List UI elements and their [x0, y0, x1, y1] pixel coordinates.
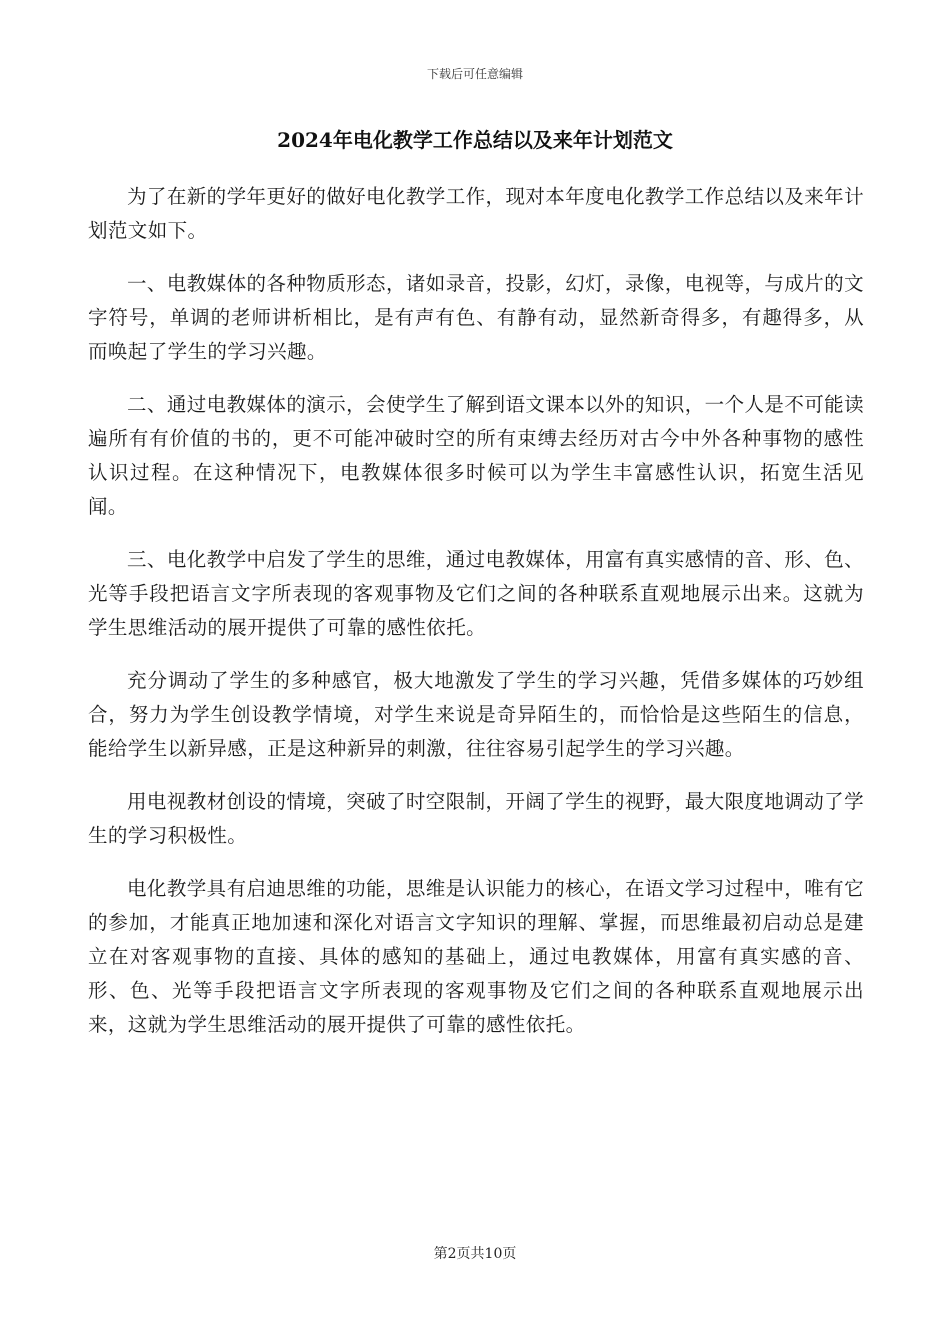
paragraph-tv-materials: 用电视教材创设的情境，突破了时空限制，开阔了学生的视野，最大限度地调动了学生的学习积极性。: [88, 790, 864, 847]
page-number: 第2页共10页: [433, 1246, 517, 1262]
paragraph-senses: 充分调动了学生的多种感官，极大地激发了学生的学习兴趣，凭借多媒体的巧妙组合，努力为学生创设教学情境，对学生来说是奇异陌生的，而恰恰是这些陌生的信息，能给学生以新异感，正是这种新异的刺激，往往容易引起学生的学习兴趣。: [88, 669, 864, 760]
paragraph-point-2: 二、通过电教媒体的演示，会使学生了解到语文课本以外的知识，一个人是不可能读遍所有有价值的书的，更不可能冲破时空的所有束缚去经历对古今中外各种事物的感性认识过程。在这种情况下，电教媒体很多时候可以为学生丰富感性认识，拓宽生活见闻。: [88, 393, 864, 518]
header-note: 下载后可任意编辑: [426, 67, 523, 81]
document-body: [88, 180, 864, 1061]
paragraph-thinking: 电化教学具有启迪思维的功能，思维是认识能力的核心，在语文学习过程中，唯有它的参加，才能真正地加速和深化对语言文字知识的理解、掌握，而思维最初启动总是建立在对客观事物的直接、具体的感知的基础上，通过电教媒体，用富有真实感的音、形、色、光等手段把语言文字所表现的客观事物及它们之间的各种联系直观地展示出来，这就为学生思维活动的展开提供了可靠的感性依托。: [88, 877, 864, 1036]
paragraph-point-3: 三、电化教学中启发了学生的思维，通过电教媒体，用富有真实感情的音、形、色、光等手段把语言文字所表现的客观事物及它们之间的各种联系直观地展示出来。这就为学生思维活动的展开提供了可靠的感性依托。: [88, 548, 864, 639]
document-title: 2024年电化教学工作总结以及来年计划范文: [277, 128, 673, 152]
paragraph-intro: 为了在新的学年更好的做好电化教学工作，现对本年度电化教学工作总结以及来年计划范文如下。: [88, 185, 864, 242]
paragraph-point-1: 一、电教媒体的各种物质形态，诸如录音，投影，幻灯，录像，电视等，与成片的文字符号，单调的老师讲析相比，是有声有色、有静有动，显然新奇得多，有趣得多，从而唤起了学生的学习兴趣。: [88, 272, 864, 363]
